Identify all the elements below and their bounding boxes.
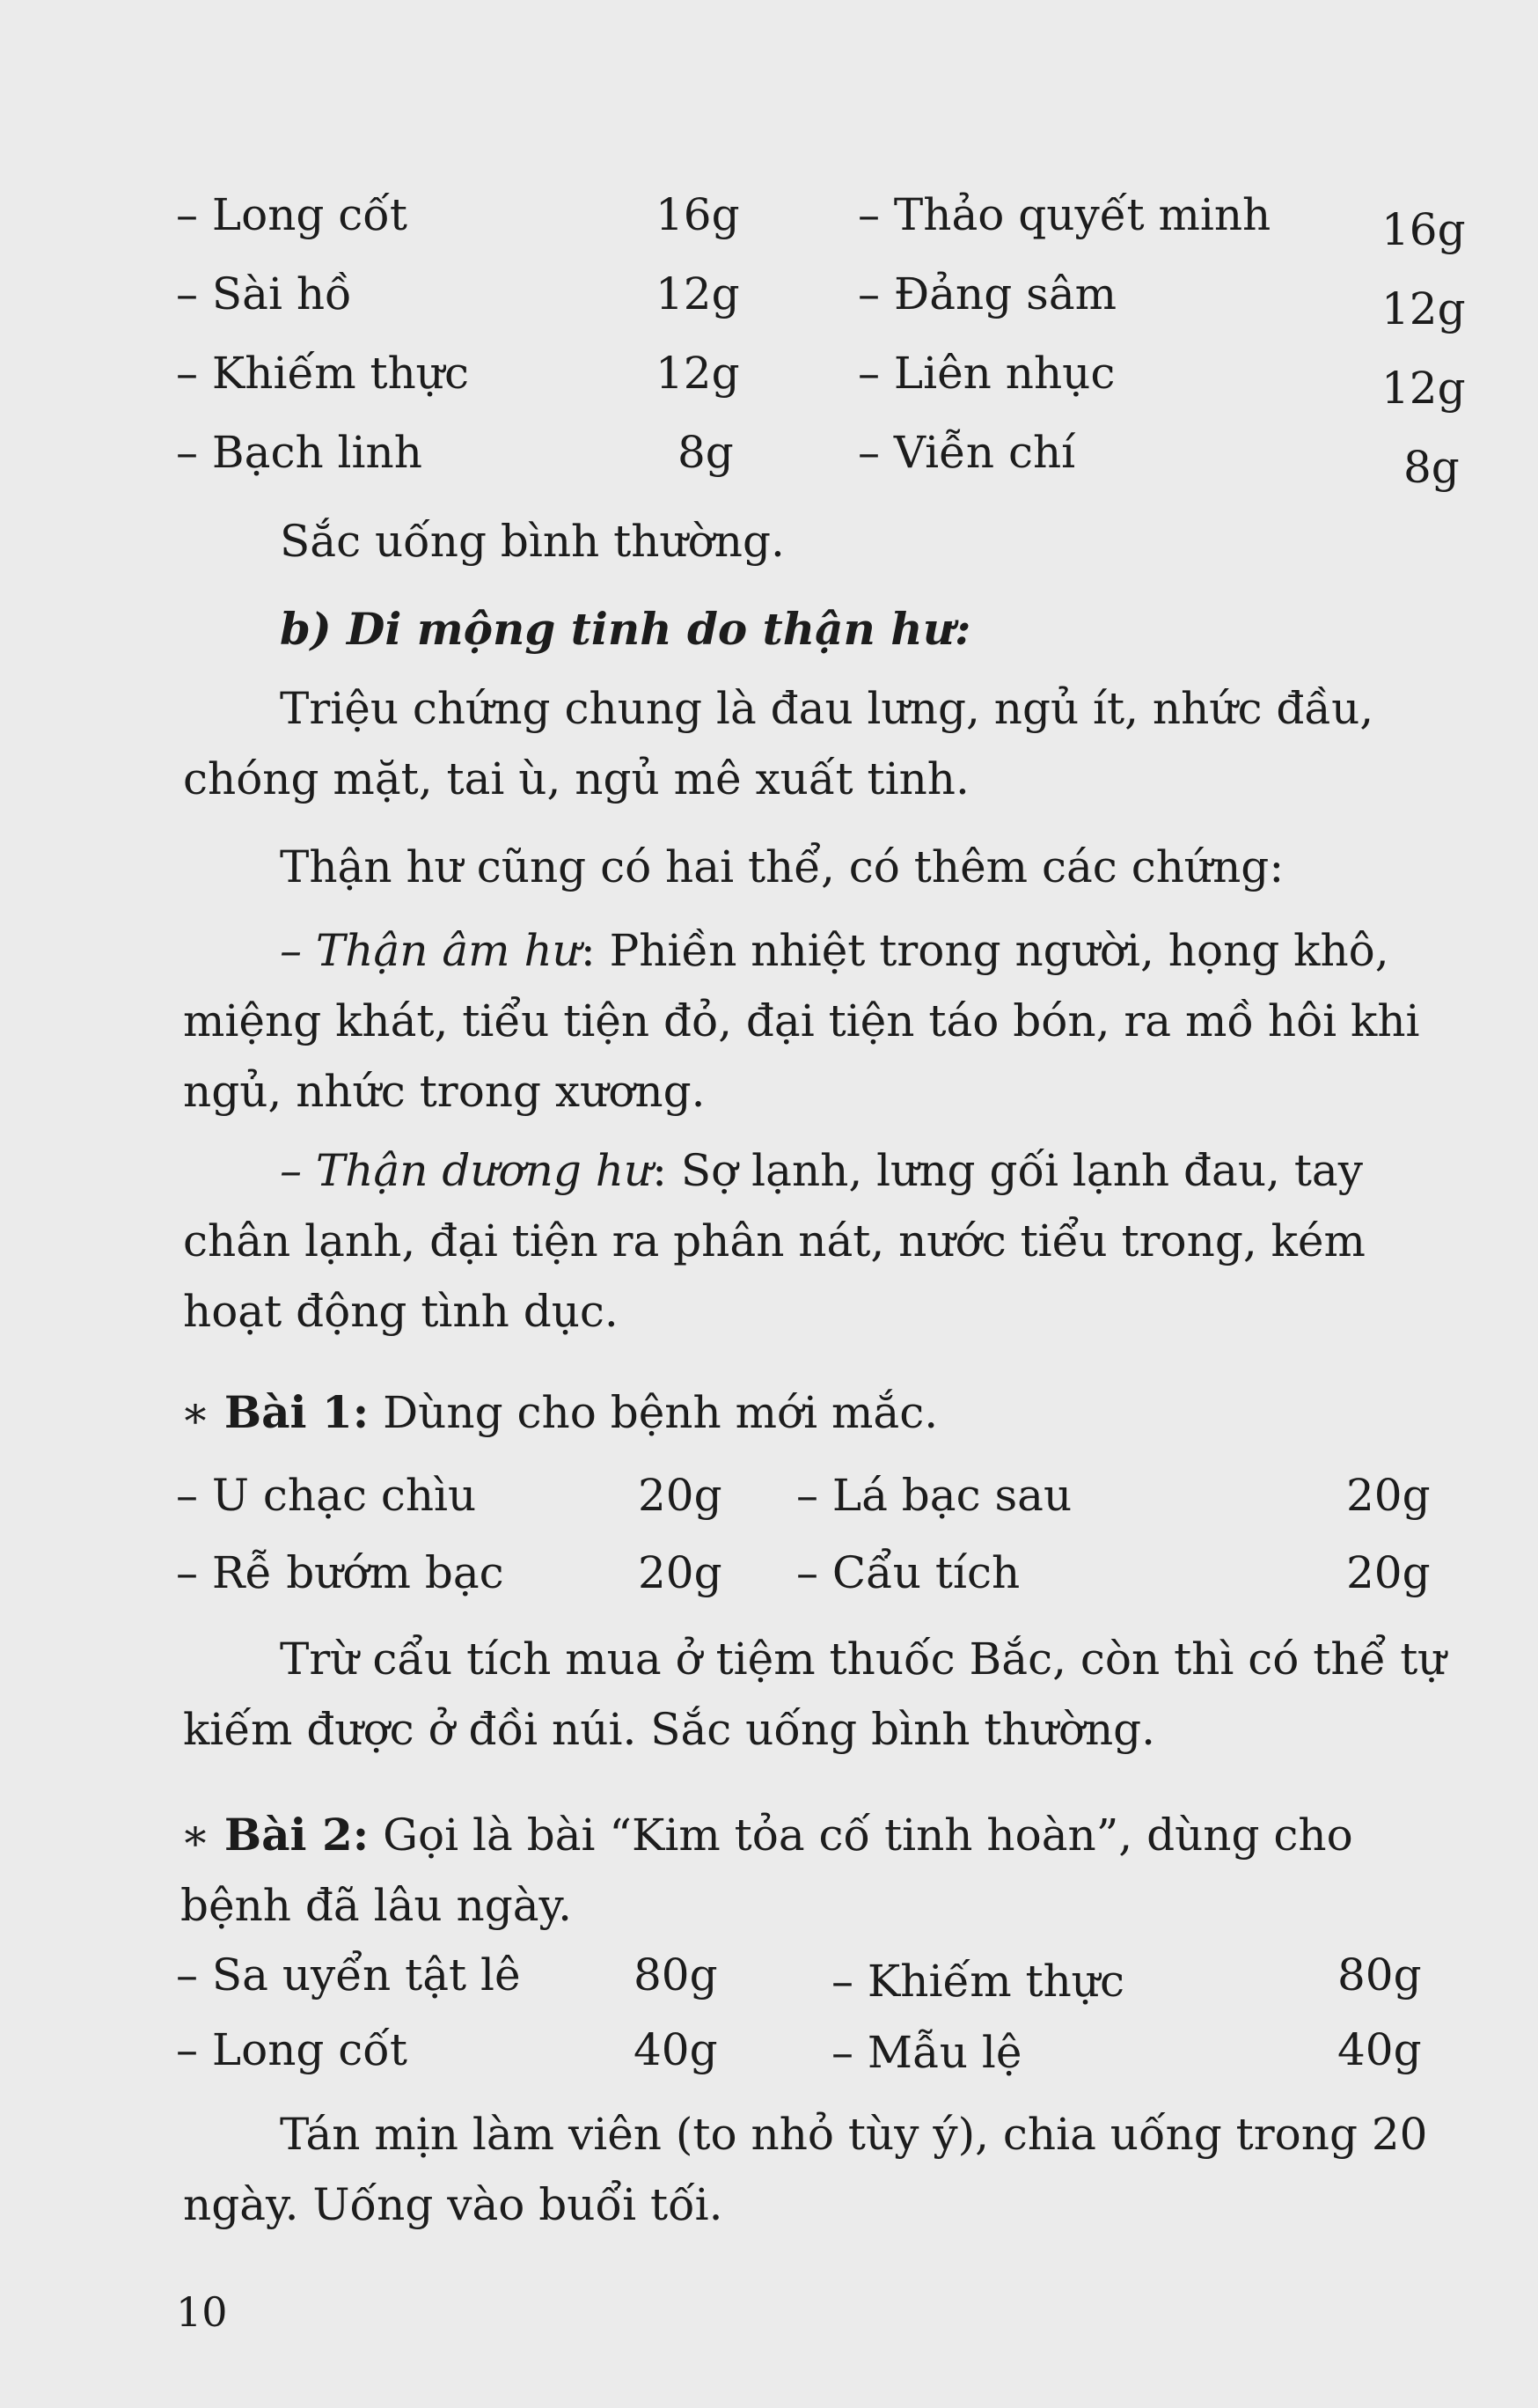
bai1-heading bbox=[180, 1377, 1447, 1448]
formula-a-note: Sắc uống bình thường. bbox=[280, 516, 785, 567]
star-icon: ∗ bbox=[180, 1810, 210, 1861]
term-text: : Sợ lạnh, lưng gối lạnh đau, tay chân lạnh, đại tiện ra phân nát, nước tiểu trong, kém hoạt động tình dục. bbox=[183, 1145, 1366, 1337]
bai-label: Bài 1: bbox=[223, 1386, 370, 1438]
ingredient-name: – Sài hồ bbox=[176, 268, 352, 319]
bai1-note: Trừ cẩu tích mua ở tiệm thuốc Bắc, còn thì có thể tự kiếm được ở đồi núi. Sắc uống bình thường. bbox=[183, 1633, 1446, 1755]
ingredient-qty: 16g bbox=[655, 189, 740, 240]
paragraph: Triệu chứng chung là đau lưng, ngủ ít, nhức đầu, chóng mặt, tai ù, ngủ mê xuất tinh. bbox=[183, 683, 1374, 804]
ingredient-name: – Bạch linh bbox=[176, 427, 422, 478]
ingredient-qty: 8g bbox=[1403, 442, 1460, 493]
page-number: 10 bbox=[176, 2288, 228, 2336]
ingredient-qty: 20g bbox=[1346, 1470, 1431, 1521]
bai2-note: Tán mịn làm viên (to nhỏ tùy ý), chia uống trong 20 ngày. Uống vào buổi tối. bbox=[183, 2109, 1428, 2230]
bai-desc: Dùng cho bệnh mới mắc. bbox=[369, 1387, 939, 1438]
ingredient-qty: 20g bbox=[1346, 1547, 1431, 1598]
ingredient-qty: 20g bbox=[638, 1547, 722, 1598]
ingredient-qty: 80g bbox=[634, 1949, 718, 2001]
ingredient-name: – Khiếm thực bbox=[831, 1956, 1125, 2007]
ingredient-name: – Long cốt bbox=[176, 189, 407, 240]
ingredient-name: – U chạc chìu bbox=[176, 1470, 477, 1521]
paragraph-than-am-hu bbox=[183, 915, 1450, 1127]
bai2-heading bbox=[180, 1800, 1447, 1941]
ingredient-qty: 12g bbox=[1381, 363, 1466, 414]
ingredient-name: – Liên nhục bbox=[858, 348, 1116, 399]
ingredient-name: – Long cốt bbox=[176, 2024, 407, 2075]
ingredient-name: – Thảo quyết minh bbox=[858, 189, 1271, 240]
ingredient-qty: 12g bbox=[655, 348, 740, 399]
ingredient-name: – Khiếm thực bbox=[176, 348, 470, 399]
ingredient-qty: 16g bbox=[1381, 204, 1466, 255]
bai-desc: Gọi là bài “Kim tỏa cố tinh hoàn”, dùng cho bệnh đã lâu ngày. bbox=[180, 1810, 1353, 1931]
term-label: – Thận âm hư bbox=[280, 925, 581, 976]
ingredient-qty: 8g bbox=[677, 427, 734, 478]
term-text: : Phiền nhiệt trong người, họng khô, miệng khát, tiểu tiện đỏ, đại tiện táo bón, ra mồ hôi khi ngủ, nhức trong xương. bbox=[183, 925, 1420, 1117]
ingredient-name: – Mẫu lệ bbox=[831, 2027, 1022, 2078]
ingredient-name: – Rễ bướm bạc bbox=[176, 1547, 504, 1598]
ingredient-qty: 20g bbox=[638, 1470, 722, 1521]
section-heading: b) Di mộng tinh do thận hư: bbox=[280, 603, 971, 655]
paragraph: Thận hư cũng có hai thể, có thêm các chứng: bbox=[280, 841, 1285, 892]
ingredient-name: – Cẩu tích bbox=[796, 1547, 1021, 1598]
term-label: – Thận dương hư bbox=[280, 1145, 653, 1196]
ingredient-qty: 12g bbox=[1381, 283, 1466, 334]
ingredient-name: – Đảng sâm bbox=[858, 268, 1117, 319]
ingredient-name: – Lá bạc sau bbox=[796, 1470, 1073, 1521]
star-icon: ∗ bbox=[180, 1387, 210, 1438]
paragraph-than-duong-hu bbox=[183, 1135, 1450, 1347]
ingredient-qty: 40g bbox=[1337, 2024, 1422, 2075]
bai-label: Bài 2: bbox=[223, 1809, 370, 1861]
ingredient-name: – Sa uyển tật lê bbox=[176, 1949, 521, 2001]
ingredient-qty: 40g bbox=[634, 2024, 718, 2075]
ingredient-name: – Viễn chí bbox=[858, 427, 1076, 478]
ingredient-qty: 12g bbox=[655, 268, 740, 319]
ingredient-qty: 80g bbox=[1337, 1949, 1422, 2001]
